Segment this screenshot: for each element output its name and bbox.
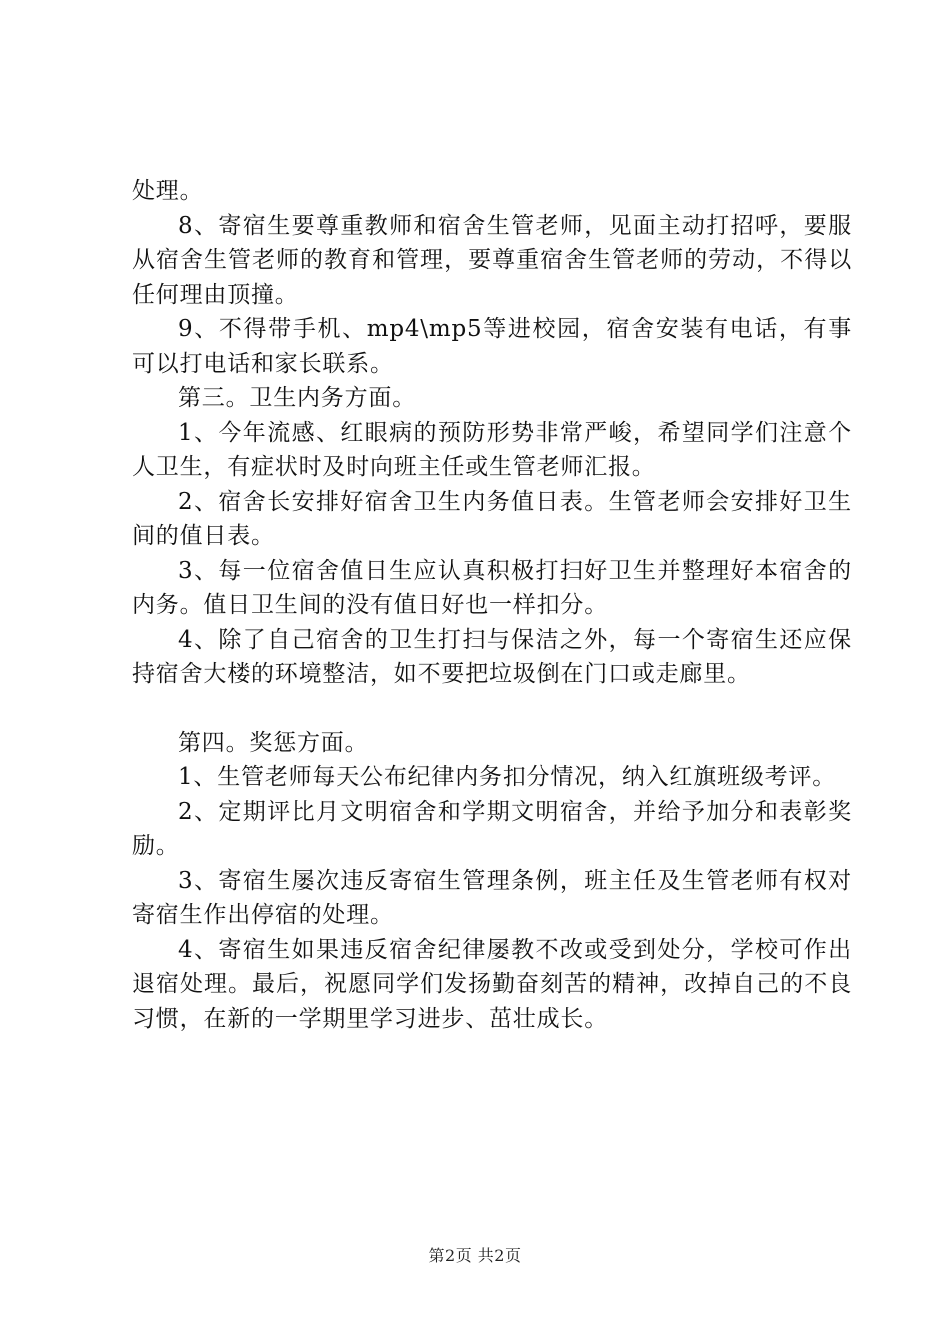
- paragraph-rewards-4: 4、寄宿生如果违反宿舍纪律屡教不改或受到处分，学校可作出退宿处理。最后，祝愿同学们发扬勤奋刻苦的精神，改掉自己的不良习惯，在新的一学期里学习进步、茁壮成长。: [132, 936, 852, 1032]
- paragraph-rewards-3: 3、寄宿生屡次违反寄宿生管理条例，班主任及生管老师有权对寄宿生作出停宿的处理。: [132, 867, 852, 928]
- section-heading-hygiene: 第三。卫生内务方面。: [178, 385, 416, 411]
- section-heading-rewards: 第四。奖惩方面。: [178, 729, 369, 756]
- paragraph-rule-8: 8、寄宿生要尊重教师和宿舍生管老师，见面主动打招呼，要服从宿舍生管老师的教育和管理，要尊重宿舍生管老师的劳动，不得以任何理由顶撞。: [132, 212, 852, 308]
- paragraph-hygiene-4: 4、除了自己宿舍的卫生打扫与保洁之外，每一个寄宿生还应保持宿舍大楼的环境整洁，如不要把垃圾倒在门口或走廊里。: [132, 626, 852, 687]
- paragraph-continuation: 处理。: [132, 178, 204, 204]
- document-body: [132, 174, 852, 1036]
- paragraph-rewards-1: 1、生管老师每天公布纪律内务扣分情况，纳入红旗班级考评。: [178, 764, 837, 790]
- paragraph-rule-9: 9、不得带手机、mp4\mp5等进校园，宿舍安装有电话，有事可以打电话和家长联系。: [132, 316, 852, 377]
- paragraph-rewards-2: 2、定期评比月文明宿舍和学期文明宿舍，并给予加分和表彰奖励。: [132, 798, 852, 859]
- paragraph-hygiene-2: 2、宿舍长安排好宿舍卫生内务值日表。生管老师会安排好卫生间的值日表。: [132, 488, 852, 549]
- paragraph-hygiene-1: 1、今年流感、红眼病的预防形势非常严峻，希望同学们注意个人卫生，有症状时及时向班主任或生管老师汇报。: [132, 419, 852, 480]
- paragraph-hygiene-3: 3、每一位宿舍值日生应认真积极打扫好卫生并整理好本宿舍的内务。值日卫生间的没有值日好也一样扣分。: [132, 557, 852, 618]
- page-footer: 第2页 共2页: [428, 1246, 522, 1265]
